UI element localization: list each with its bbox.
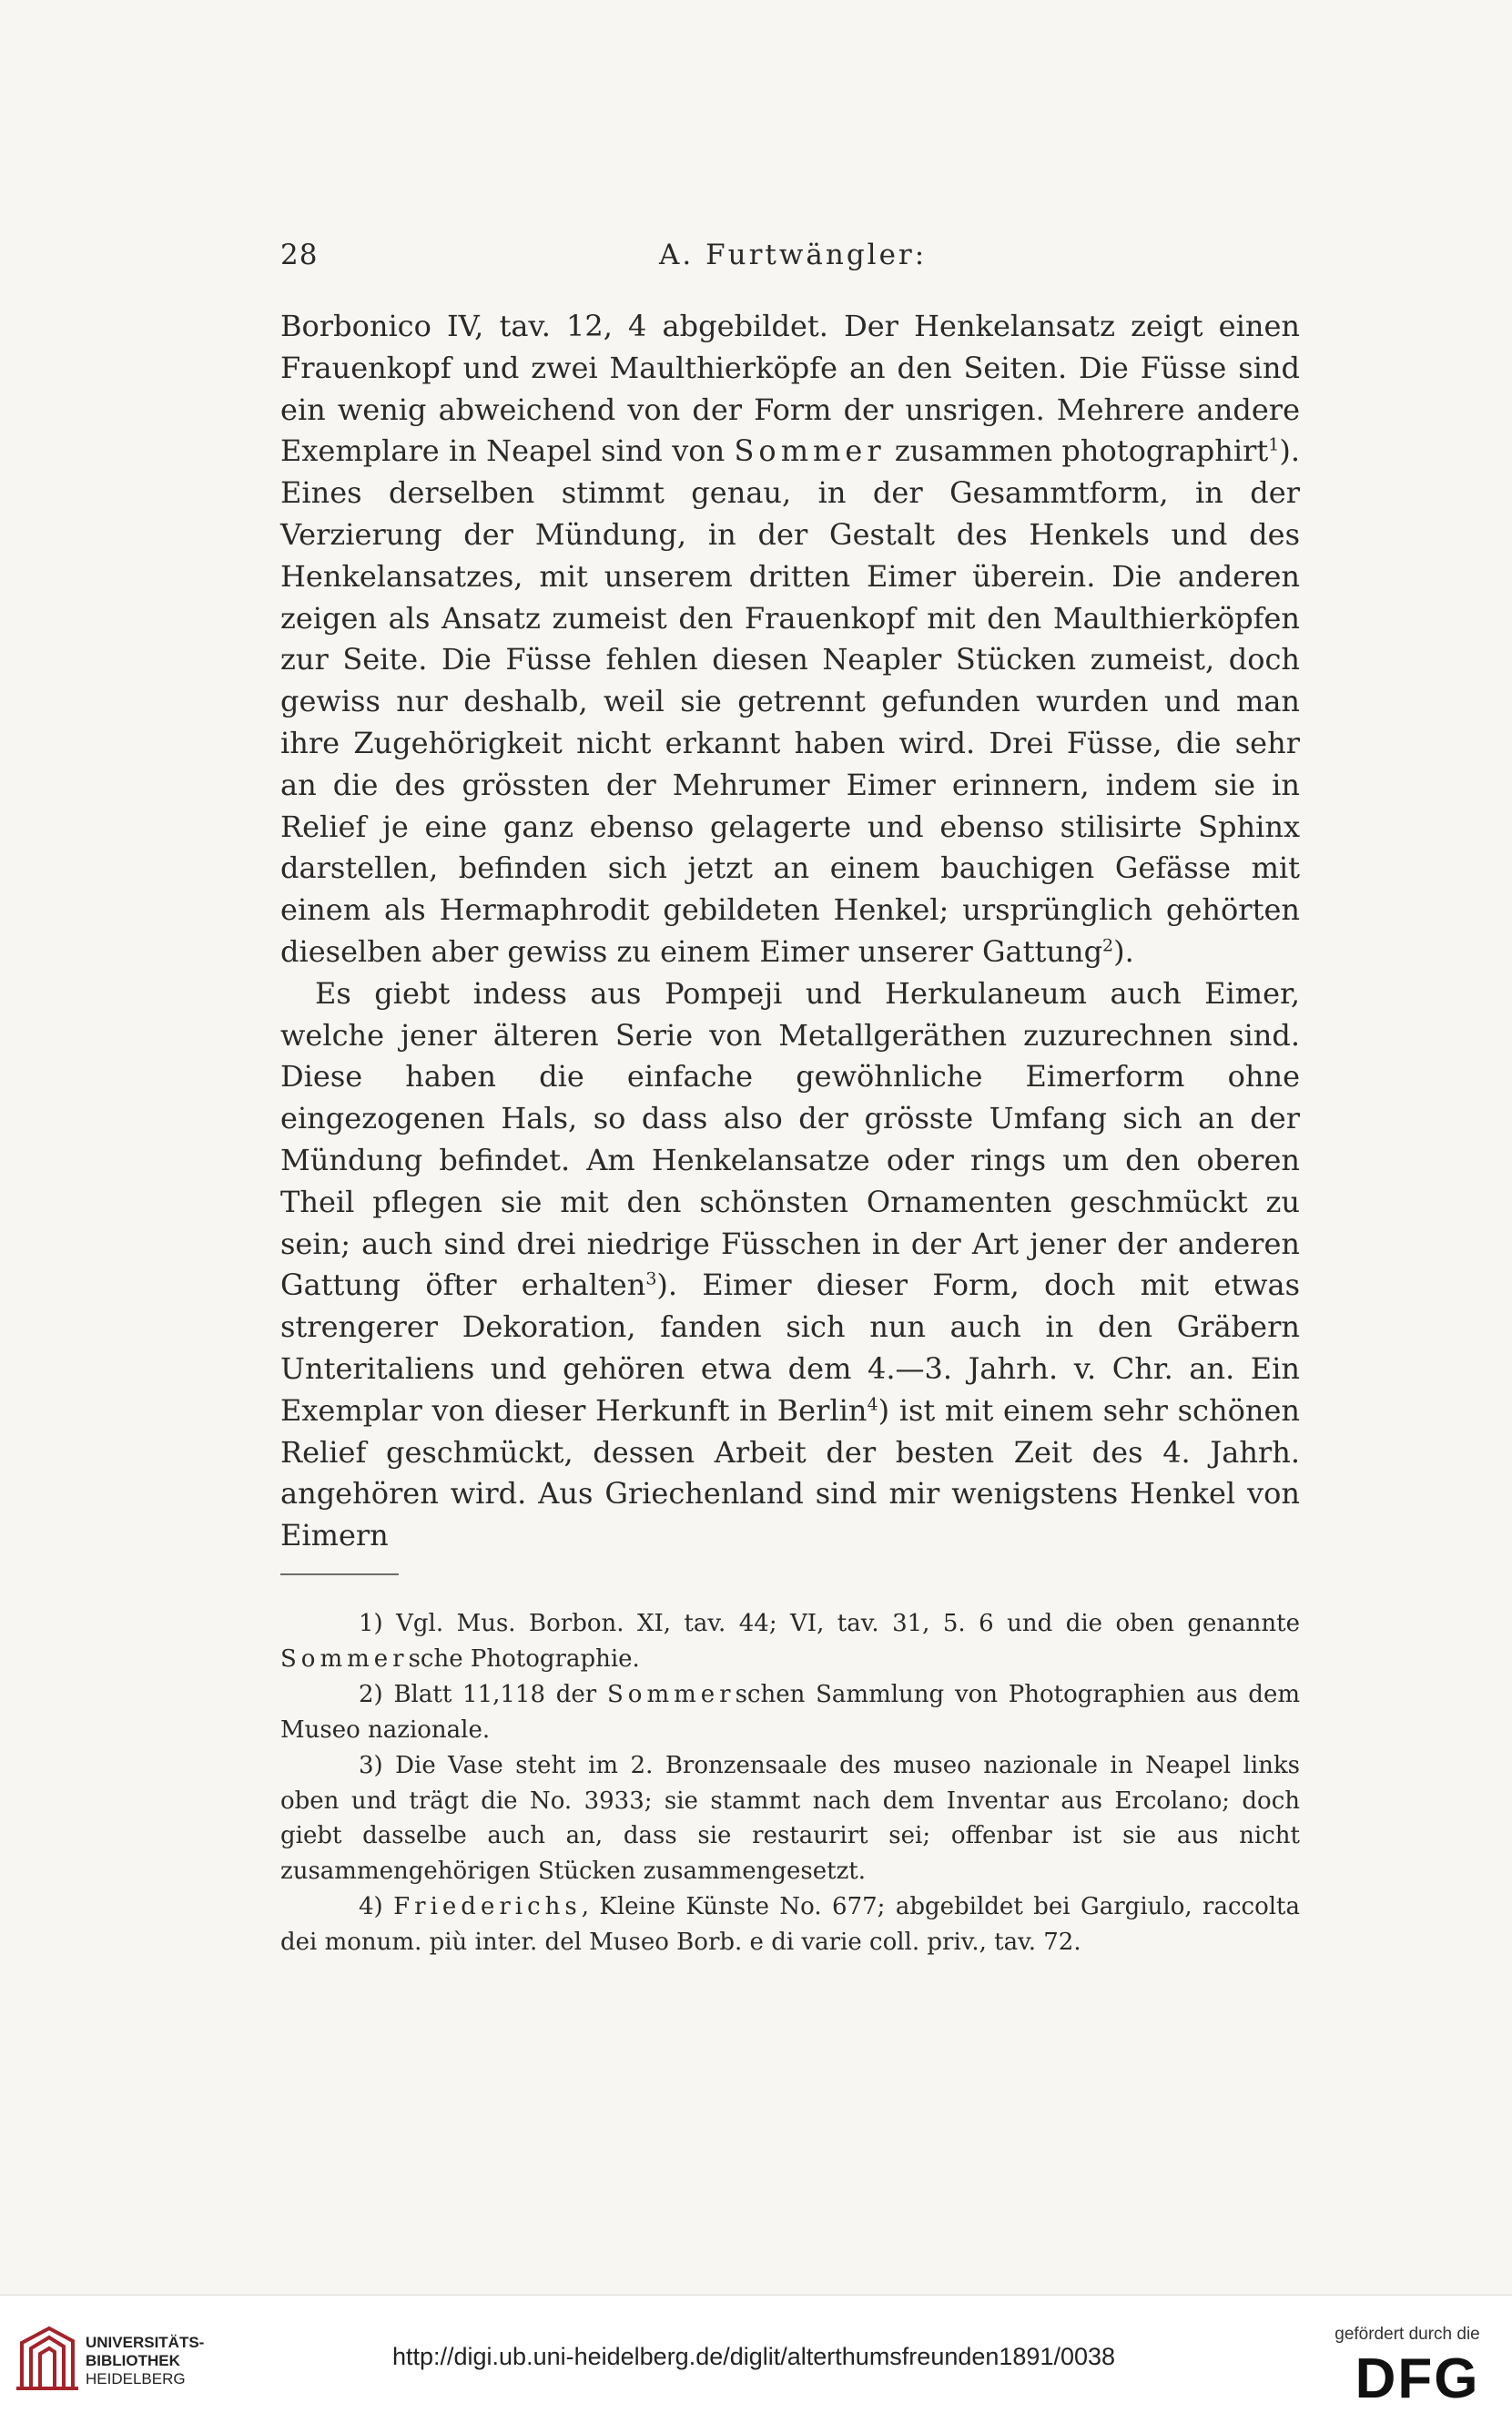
text-run: ). Eimer dieser Form, doch mit etwas strengerer Dekoration, fanden sich nun auch in den Gräbern Unteritaliens und gehören etwa dem 4.—3. Jahrh. v. Chr. an. Ein Exemplar von dieser Herkunft in Berlin: [280, 1267, 1300, 1428]
text-run: ) ist mit einem sehr schönen Relief geschmückt, dessen Arbeit der besten Zeit des 4. Jahrh. angehören wird. Aus Griechenland sind mir wenigstens Henkel von Eimern: [280, 1392, 1301, 1553]
page-number: 28: [280, 239, 319, 271]
paragraph-2: [280, 973, 1300, 1557]
footnote-3: [280, 1748, 1300, 1889]
paragraph-1: [280, 306, 1300, 973]
text-run: 3) Die Vase steht im 2. Bronzensaale des museo nazionale in Neapel links oben und trägt die No. 3933; sie stammt nach dem Inventar aus Ercolano; doch giebt dasselbe auch an, dass sie restaurirt sei; offenbar ist sie aus nicht zusammengehörigen Stücken zusammengesetzt.: [280, 1752, 1300, 1885]
text-run: , Kleine Künste No. 677; abgebildet bei Gargiulo, raccolta dei monum. più inter. del Museo Borb. e di varie coll. priv., tav. 72.: [280, 1893, 1301, 1956]
footnote-2: [280, 1677, 1300, 1747]
library-logo-icon: [13, 2325, 82, 2394]
footnote-ref[interactable]: 3: [645, 1268, 657, 1289]
author-name: Sommer: [734, 433, 886, 469]
running-title: A. Furtwängler:: [659, 239, 928, 271]
text-run: Es giebt indess aus Pompeji und Herkulaneum auch Eimer, welche jener älteren Serie von Metallgeräthen zuzurechnen sind. Diese haben die einfache gewöhnliche Eimerform ohne eingezogenen Hals, so dass also der grösste Umfang sich an der Mündung befindet. Am Henkelansatze oder rings um den oberen Theil pflegen sie mit den schönsten Ornamenten geschmückt zu sein; auch sind drei niedrige Füsschen in der Art jener der anderen Gattung öfter erhalten: [280, 975, 1300, 1303]
text-run: ). Eines derselben stimmt genau, in der Gesammtform, in der Verzierung der Mündung, in der Gestalt des Henkels und des Henkelansatzes, mit unserem dritten Eimer überein. Die anderen zeigen als Ansatz zumeist den Frauenkopf mit den Maulthierköpfen zur Seite. Die Füsse fehlen diesen Neapler Stücken zumeist, doch gewiss nur deshalb, weil sie getrennt gefunden wurden und man ihre Zugehörigkeit nicht erkannt haben wird. Drei Füsse, die sehr an die des grössten der Mehrumer Eimer erinnern, indem sie in Relief je eine ganz ebenso gelagerte und ebenso stilisirte Sphinx darstellen, befinden sich jetzt an einem bauchigen Gefässe mit einem als Hermaphrodit gebildeten Henkel; ursprünglich gehörten dieselben aber gewiss zu einem Eimer unserer Gattung: [280, 433, 1301, 969]
footnote-4: [280, 1889, 1300, 1960]
footnote-divider: [280, 1573, 399, 1575]
library-name-line: UNIVERSITÄTS-: [86, 2334, 205, 2351]
text-run: 4): [359, 1893, 394, 1920]
running-head: [280, 239, 1300, 284]
author-name: Sommer: [280, 1644, 409, 1673]
author-name: Friederichs: [393, 1893, 582, 1920]
author-name: Sommer: [606, 1681, 736, 1708]
text-run: ).: [1113, 933, 1134, 969]
text-run: sche Photographie.: [408, 1644, 640, 1673]
text-run: 1) Vgl. Mus. Borbon. XI, tav. 44; VI, tav. 31, 5. 6 und die oben genannte: [359, 1610, 1300, 1637]
body-text: [280, 306, 1300, 1557]
footnote-1: [280, 1606, 1300, 1676]
text-run: zusammen photographirt: [885, 433, 1269, 469]
library-name-line: HEIDELBERG: [86, 2370, 186, 2387]
text-run: Borbonico IV, tav. 12, 4 abgebildet. Der Henkelansatz zeigt einen Frauenkopf und zwei Maulthierköpfe an den Seiten. Die Füsse sind ein wenig abweichend von der Form der unsrigen. Mehrere andere Exemplare in Neapel sind von: [280, 309, 1300, 469]
dfg-logo: DFG: [1355, 2347, 1480, 2410]
library-name-line: BIBLIOTHEK: [86, 2352, 180, 2369]
footnotes: [280, 1606, 1300, 1960]
funding-note: gefördert durch die: [1334, 2325, 1480, 2344]
footnote-ref[interactable]: 2: [1102, 935, 1114, 956]
permalink-url[interactable]: http://digi.ub.uni-heidelberg.de/diglit/alterthumsfreunden1891/0038: [391, 2343, 1116, 2370]
footnote-ref[interactable]: 1: [1268, 434, 1280, 455]
viewer-footer: [0, 2295, 1512, 2423]
text-run: 2) Blatt 11,118 der: [359, 1681, 607, 1708]
footnote-ref[interactable]: 4: [867, 1394, 878, 1415]
text-run: schen Sammlung von Photographien aus dem Museo nazionale.: [280, 1681, 1300, 1744]
library-name: [86, 2334, 204, 2388]
